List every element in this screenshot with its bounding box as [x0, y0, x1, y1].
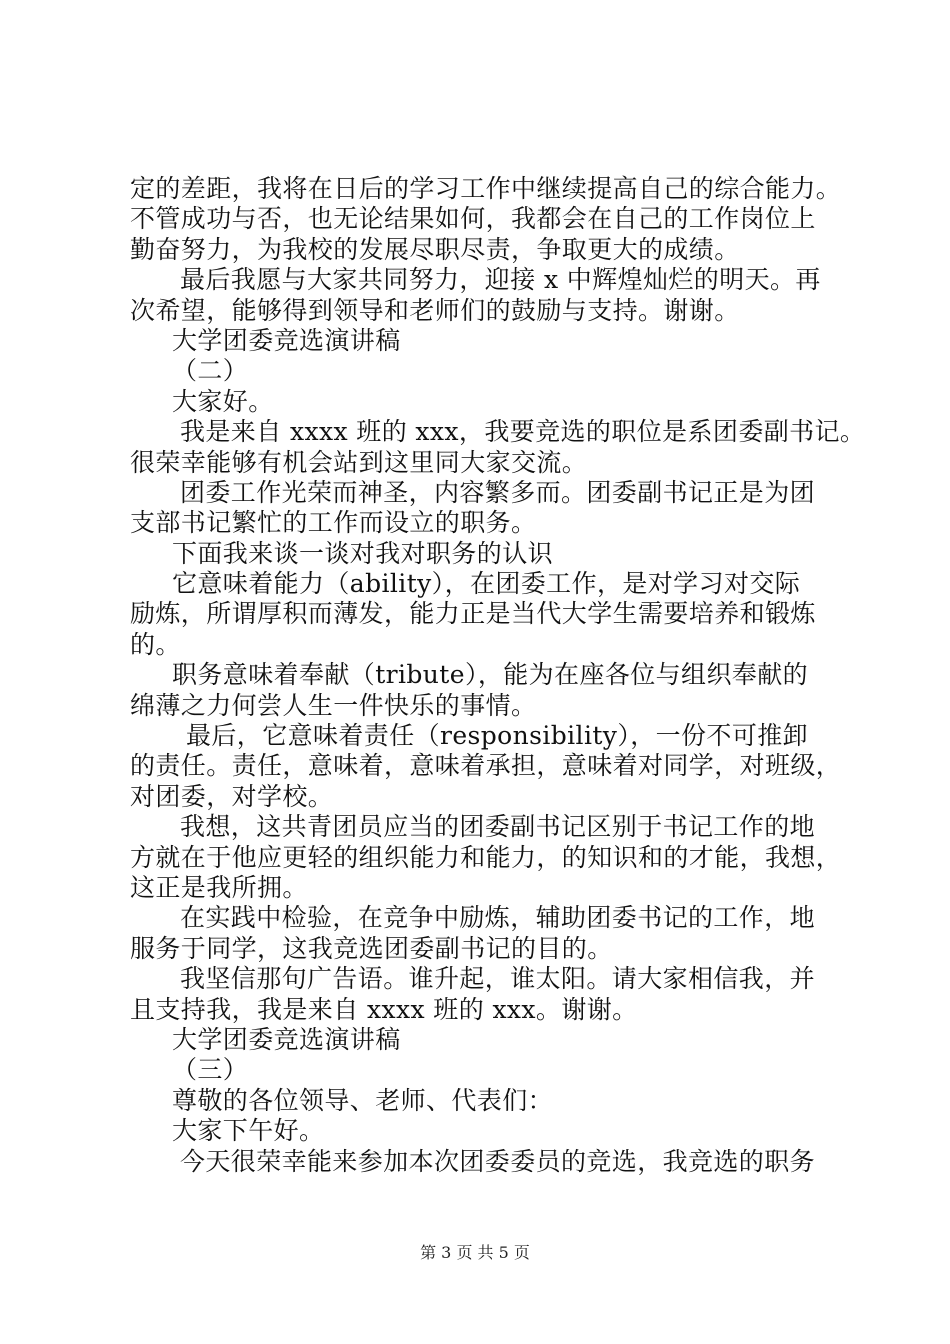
text-line: 定的差距，我将在日后的学习工作中继续提高自己的综合能力。: [130, 174, 842, 203]
text-line: 不管成功与否，也无论结果如何，我都会在自己的工作岗位上: [130, 204, 816, 234]
text-line: 勤奋努力，为我校的发展尽职尽责，争取更大的成绩。: [130, 234, 740, 264]
text-line: 励炼，所谓厚积而薄发，能力正是当代大学生需要培养和锻炼: [130, 599, 816, 629]
text-line: 支部书记繁忙的工作而设立的职务。: [130, 508, 537, 538]
text-line: 大家下午好。: [172, 1116, 325, 1146]
text-line: 尊敬的各位领导、老师、代表们：: [172, 1085, 554, 1115]
text-line: 今天很荣幸能来参加本次团委委员的竞选，我竞选的职务: [180, 1146, 816, 1176]
text-line: 很荣幸能够有机会站到这里同大家交流。: [130, 447, 588, 477]
section-heading: 大学团委竞选演讲稿: [172, 325, 401, 355]
text-line: 下面我来谈一谈对我对职务的认识: [172, 538, 554, 568]
text-line: 的责任。责任，意味着，意味着承担，意味着对同学，对班级，: [130, 751, 842, 781]
text-line: 服务于同学，这我竞选团委副书记的目的。: [130, 933, 613, 963]
text-line: 在实践中检验，在竞争中励炼，辅助团委书记的工作，地: [180, 903, 816, 933]
section-heading: 大学团委竞选演讲稿: [172, 1024, 401, 1054]
page-footer: [0, 1243, 950, 1263]
document-body: [130, 174, 866, 1177]
text-line: 次希望，能够得到领导和老师们的鼓励与支持。谢谢。: [130, 295, 740, 325]
text-line: 最后，它意味着责任（responsibility），一份不可推卸: [186, 721, 809, 751]
text-line: 我想，这共青团员应当的团委副书记区别于书记工作的地: [180, 812, 816, 842]
page-number-label: 第 3 页 共 5 页: [420, 1243, 530, 1262]
text-line: 职务意味着奉献（tribute），能为在座各位与组织奉献的: [172, 660, 809, 690]
text-line: 这正是我所拥。: [130, 872, 308, 902]
text-line: 大家好。: [172, 386, 274, 416]
section-number: （三）: [172, 1055, 249, 1085]
text-line: 对团委，对学校。: [130, 781, 334, 811]
text-line: 我是来自 xxxx 班的 xxx，我要竞选的职位是系团委副书记。: [180, 417, 866, 447]
text-line: 绵薄之力何尝人生一件快乐的事情。: [130, 690, 537, 720]
text-line: 最后我愿与大家共同努力，迎接 x 中辉煌灿烂的明天。再: [180, 265, 821, 295]
text-line: 方就在于他应更轻的组织能力和能力，的知识和的才能，我想，: [130, 842, 842, 872]
text-line: 团委工作光荣而神圣，内容繁多而。团委副书记正是为团: [180, 477, 816, 507]
section-number: （二）: [172, 356, 249, 386]
text-line: 且支持我，我是来自 xxxx 班的 xxx。谢谢。: [130, 994, 638, 1024]
text-line: 我坚信那句广告语。谁升起，谁太阳。请大家相信我，并: [180, 964, 816, 994]
text-line: 它意味着能力（ability），在团委工作，是对学习对交际: [172, 569, 801, 599]
text-line: 的。: [130, 629, 181, 659]
